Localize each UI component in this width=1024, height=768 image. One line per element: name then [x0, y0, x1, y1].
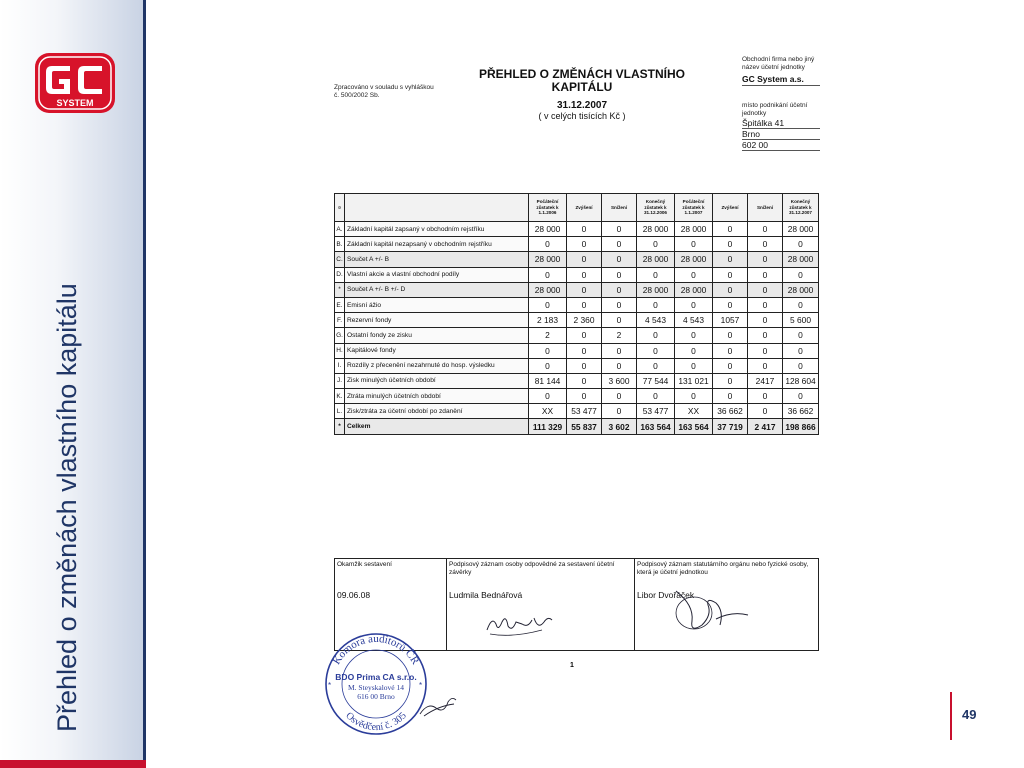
logo-text: SYSTEM — [56, 98, 94, 108]
preparer-label: Podpisový záznam osoby odpovědné za sestavení účetní závěrky — [449, 561, 615, 576]
row-value: 53 477 — [637, 404, 675, 419]
row-value: 0 — [567, 358, 602, 373]
row-value: 0 — [529, 267, 567, 282]
row-value: 0 — [567, 237, 602, 252]
row-value: 0 — [602, 267, 637, 282]
row-value: 28 000 — [529, 222, 567, 237]
row-value: 0 — [529, 297, 567, 312]
row-value: 0 — [713, 282, 748, 297]
statutory-name: Libor Dvořáček — [637, 590, 695, 600]
row-label: Celkem — [345, 419, 529, 434]
column-header: Počáteční zůstatek k 1.1.2006 — [529, 194, 567, 222]
row-value: 28 000 — [529, 252, 567, 267]
row-letter: * — [335, 282, 345, 297]
row-label: Součet A +/- B +/- D — [345, 282, 529, 297]
row-value: 0 — [748, 343, 783, 358]
row-label: Ostatní fondy ze zisku — [345, 328, 529, 343]
row-value: 28 000 — [675, 222, 713, 237]
row-value: 0 — [783, 328, 819, 343]
stamp-line-3: 616 00 Brno — [357, 692, 395, 701]
row-value: 2 — [602, 328, 637, 343]
row-value: 36 662 — [783, 404, 819, 419]
column-header: Zvýšení — [713, 194, 748, 222]
table-row — [335, 297, 819, 312]
column-header: Konečný zůstatek k 31.12.2006 — [637, 194, 675, 222]
title-line-2: KAPITÁLU — [551, 80, 613, 94]
row-value: 0 — [748, 267, 783, 282]
row-value: 0 — [602, 237, 637, 252]
row-value: 2 — [529, 328, 567, 343]
row-value: XX — [529, 404, 567, 419]
row-value: 131 021 — [675, 373, 713, 388]
row-letter: C. — [335, 252, 345, 267]
row-value: 0 — [783, 389, 819, 404]
compiled-at-label: Okamžik sestavení — [337, 561, 392, 568]
document-title — [452, 68, 712, 94]
row-value: 0 — [675, 267, 713, 282]
header-label — [345, 194, 529, 222]
row-label: Základní kapitál zapsaný v obchodním rejstříku — [345, 222, 529, 237]
row-value: 28 000 — [783, 252, 819, 267]
row-value: 0 — [675, 389, 713, 404]
column-header: Snížení — [602, 194, 637, 222]
table-row — [335, 222, 819, 237]
table-body — [335, 222, 819, 435]
row-letter: J. — [335, 373, 345, 388]
row-value: 0 — [567, 222, 602, 237]
row-letter: B. — [335, 237, 345, 252]
row-value: 1057 — [713, 313, 748, 328]
row-value: 0 — [675, 328, 713, 343]
row-value: 0 — [748, 237, 783, 252]
row-letter: H. — [335, 343, 345, 358]
address-label: místo podnikání účetní jednotky — [742, 102, 808, 117]
row-value: 0 — [713, 373, 748, 388]
row-value: 0 — [675, 237, 713, 252]
row-value: 0 — [602, 297, 637, 312]
document-date: 31.12.2007 — [556, 100, 608, 111]
table-row — [335, 404, 819, 419]
row-value: 0 — [529, 389, 567, 404]
row-label: Kapitálové fondy — [345, 343, 529, 358]
row-value: 37 719 — [713, 419, 748, 434]
address-line-1: Špitálka 41 — [742, 118, 820, 129]
row-value: 163 564 — [675, 419, 713, 434]
table-row — [335, 267, 819, 282]
row-value: 0 — [783, 297, 819, 312]
table-row — [335, 237, 819, 252]
compiled-at-value: 09.06.08 — [337, 590, 371, 600]
row-value: 0 — [637, 328, 675, 343]
row-value: 0 — [713, 389, 748, 404]
row-value: 0 — [783, 237, 819, 252]
row-value: 4 543 — [637, 313, 675, 328]
table-row — [335, 343, 819, 358]
row-value: 0 — [713, 267, 748, 282]
scanned-document — [328, 50, 820, 734]
row-value: 28 000 — [637, 282, 675, 297]
slide-title: Přehled o změnách vlastního kapitálu — [52, 283, 82, 732]
row-value: 4 543 — [675, 313, 713, 328]
row-value: 0 — [713, 358, 748, 373]
document-units: ( v celých tisících Kč ) — [538, 111, 626, 121]
row-value: 0 — [713, 237, 748, 252]
row-value: 0 — [713, 297, 748, 312]
row-value: 0 — [748, 389, 783, 404]
column-header: Zvýšení — [567, 194, 602, 222]
row-value: 3 602 — [602, 419, 637, 434]
row-value: 0 — [602, 252, 637, 267]
row-value: 0 — [748, 404, 783, 419]
row-value: 0 — [567, 267, 602, 282]
row-value: 198 866 — [783, 419, 819, 434]
row-label: Ztráta minulých účetních období — [345, 389, 529, 404]
address-line-2: Brno — [742, 129, 820, 140]
column-header: Počáteční zůstatek k 1.1.2007 — [675, 194, 713, 222]
stamp-star-icon: * — [419, 681, 423, 690]
row-letter: I. — [335, 358, 345, 373]
stamp-ring-text: Komora auditorů ČR — [330, 632, 422, 667]
row-value: 0 — [675, 343, 713, 358]
table-row — [335, 419, 819, 434]
row-value: 2 360 — [567, 313, 602, 328]
title-line-1: PŘEHLED O ZMĚNÁCH VLASTNÍHO — [478, 67, 685, 81]
stamp-bottom-text: Osvědčení č. 305 — [343, 710, 409, 734]
row-value: 55 837 — [567, 419, 602, 434]
row-label: Zisk/ztráta za účetní období po zdanění — [345, 404, 529, 419]
row-value: 28 000 — [675, 282, 713, 297]
row-value: 0 — [637, 358, 675, 373]
table-row — [335, 328, 819, 343]
row-label: Zisk minulých účetních období — [345, 373, 529, 388]
stamp-line-1: BDO Prima CA s.r.o. — [335, 672, 417, 682]
row-value: 0 — [602, 343, 637, 358]
row-value: 0 — [637, 343, 675, 358]
row-value: 0 — [567, 297, 602, 312]
row-label: Vlastní akcie a vlastní obchodní podíly — [345, 267, 529, 282]
row-value: 81 144 — [529, 373, 567, 388]
firm-value: GC System a.s. — [742, 74, 820, 86]
preparer-signature — [482, 610, 562, 640]
row-letter: E. — [335, 297, 345, 312]
row-value: 0 — [529, 343, 567, 358]
row-label: Rezervní fondy — [345, 313, 529, 328]
row-value: 28 000 — [783, 282, 819, 297]
row-value: 28 000 — [675, 252, 713, 267]
row-letter: G. — [335, 328, 345, 343]
row-label: Emisní ážio — [345, 297, 529, 312]
row-value: 28 000 — [637, 222, 675, 237]
row-value: 0 — [602, 404, 637, 419]
row-value: 0 — [637, 237, 675, 252]
row-value: 0 — [602, 389, 637, 404]
row-value: 0 — [637, 297, 675, 312]
column-header: Konečný zůstatek k 31.12.2007 — [783, 194, 819, 222]
row-value: 0 — [637, 267, 675, 282]
table-row — [335, 358, 819, 373]
address-line-3: 602 00 — [742, 140, 820, 151]
table-row — [335, 389, 819, 404]
table-header-row — [335, 194, 819, 222]
row-value: 0 — [529, 237, 567, 252]
row-value: 0 — [783, 358, 819, 373]
row-value: 0 — [602, 282, 637, 297]
gc-system-logo — [34, 52, 116, 114]
row-value: 0 — [748, 297, 783, 312]
stamp-star-icon: * — [328, 681, 332, 690]
statutory-label: Podpisový záznam statutárního orgánu nebo fyzické osoby, která je účetní jednotkou — [637, 561, 809, 576]
row-value: 3 600 — [602, 373, 637, 388]
row-value: 0 — [748, 328, 783, 343]
row-value: 0 — [602, 222, 637, 237]
preparer-name: Ludmila Bednářová — [449, 590, 523, 600]
row-value: 0 — [713, 328, 748, 343]
firm-label: Obchodní firma nebo jiný název účetní jednotky — [742, 56, 815, 71]
row-label: Základní kapitál nezapsaný v obchodním rejstříku — [345, 237, 529, 252]
stamp-line-2: M. Steyskalové 14 — [347, 683, 405, 692]
row-value: 0 — [637, 389, 675, 404]
row-value: 53 477 — [567, 404, 602, 419]
page-number-divider — [950, 692, 952, 740]
row-value: 36 662 — [713, 404, 748, 419]
row-value: 111 329 — [529, 419, 567, 434]
row-value: 0 — [567, 343, 602, 358]
row-value: 0 — [748, 313, 783, 328]
row-value: 28 000 — [529, 282, 567, 297]
row-value: 28 000 — [783, 222, 819, 237]
table-row — [335, 313, 819, 328]
table-row — [335, 282, 819, 297]
row-value: 0 — [602, 313, 637, 328]
row-value: 0 — [529, 358, 567, 373]
row-value: 0 — [748, 222, 783, 237]
document-page-number: 1 — [570, 662, 574, 669]
capital-changes-table — [334, 193, 819, 435]
row-label: Rozdíly z přecenění nezahrnuté do hosp. výsledku — [345, 358, 529, 373]
row-value: 0 — [748, 282, 783, 297]
row-value: 0 — [602, 358, 637, 373]
company-info-box — [742, 56, 820, 151]
statutory-signature — [672, 585, 752, 635]
regulation-note: Zpracováno v souladu s vyhláškou č. 500/2002 Sb. — [334, 84, 434, 99]
row-letter: A. — [335, 222, 345, 237]
row-value: 77 544 — [637, 373, 675, 388]
row-value: 0 — [675, 297, 713, 312]
row-value: 0 — [567, 389, 602, 404]
stamp-signature — [418, 694, 458, 718]
row-letter: D. — [335, 267, 345, 282]
row-value: 2417 — [748, 373, 783, 388]
table-row — [335, 373, 819, 388]
row-value: 2 183 — [529, 313, 567, 328]
row-value: 5 600 — [783, 313, 819, 328]
row-value: 0 — [713, 343, 748, 358]
row-value: 2 417 — [748, 419, 783, 434]
row-value: 0 — [567, 252, 602, 267]
row-letter: * — [335, 419, 345, 434]
row-letter: K. — [335, 389, 345, 404]
row-value: 0 — [567, 328, 602, 343]
row-value: 163 564 — [637, 419, 675, 434]
row-value: 0 — [713, 252, 748, 267]
sidebar-accent-bar — [0, 760, 146, 768]
row-value: XX — [675, 404, 713, 419]
header-letter: ¤ — [335, 194, 345, 222]
row-letter: L. — [335, 404, 345, 419]
auditor-stamp — [320, 628, 432, 736]
row-value: 0 — [783, 267, 819, 282]
row-value: 28 000 — [637, 252, 675, 267]
row-label: Součet A +/- B — [345, 252, 529, 267]
row-value: 0 — [748, 358, 783, 373]
page-number: 49 — [962, 707, 977, 722]
row-value: 0 — [675, 358, 713, 373]
table-row — [335, 252, 819, 267]
row-letter: F. — [335, 313, 345, 328]
row-value: 128 604 — [783, 373, 819, 388]
row-value: 0 — [567, 282, 602, 297]
row-value: 0 — [783, 343, 819, 358]
row-value: 0 — [748, 252, 783, 267]
row-value: 0 — [567, 373, 602, 388]
row-value: 0 — [713, 222, 748, 237]
column-header: Snížení — [748, 194, 783, 222]
